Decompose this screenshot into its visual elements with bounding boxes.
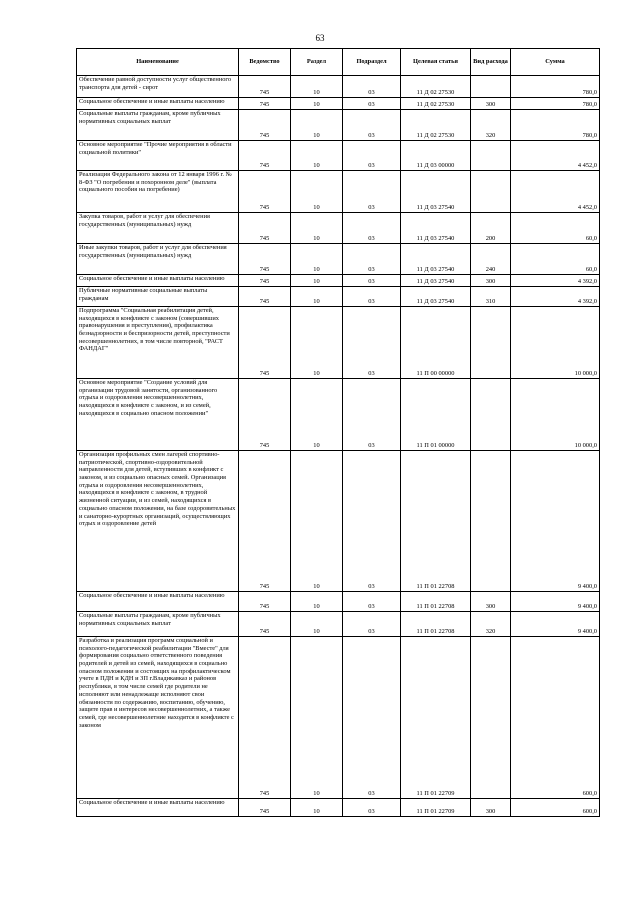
cell-name: Иные закупки товаров, работ и услуг для обеспечения государственных (муниципальных) нужд	[77, 244, 239, 275]
cell-name: Реализация Федерального закона от 12 января 1996 г. № 8-ФЗ "О погребении и похоронном деле" (выплата социального пособия на погребение)	[77, 171, 239, 213]
cell-vid-raskhoda	[471, 451, 511, 592]
cell-razdel: 10	[291, 612, 343, 637]
cell-podrazdel: 03	[343, 98, 401, 110]
cell-summa: 780,0	[511, 110, 600, 141]
cell-vedomstvo: 745	[239, 76, 291, 98]
table-row	[77, 799, 600, 817]
table-header-row	[77, 49, 600, 76]
cell-podrazdel: 03	[343, 612, 401, 637]
cell-razdel: 10	[291, 379, 343, 451]
cell-name: Подпрограмма "Социальная реабилитация детей, находящихся в конфликте с законом (совершивших правонарушения и преступления), профилактика безнадзорности и беспризорности детей, преступности несовершеннолетних, в том числе повторной, "РАСТ ФАНДАГ"	[77, 307, 239, 379]
cell-celevaya-statya: 11 Д 03 27540	[401, 244, 471, 275]
header-summa: Сумма	[511, 49, 600, 76]
table-row	[77, 451, 600, 592]
cell-name: Основное мероприятие "Прочие мероприятия в области социальной политики"	[77, 141, 239, 171]
cell-podrazdel: 03	[343, 275, 401, 287]
cell-summa: 60,0	[511, 213, 600, 244]
cell-razdel: 10	[291, 799, 343, 817]
cell-summa: 4 452,0	[511, 171, 600, 213]
header-name: Наименование	[77, 49, 239, 76]
cell-vid-raskhoda: 300	[471, 592, 511, 612]
cell-summa: 4 392,0	[511, 287, 600, 307]
header-celevaya-statya: Целевая статья	[401, 49, 471, 76]
cell-razdel: 10	[291, 76, 343, 98]
header-vid-raskhoda: Вид расхода	[471, 49, 511, 76]
cell-vid-raskhoda	[471, 76, 511, 98]
cell-vid-raskhoda: 320	[471, 110, 511, 141]
cell-summa: 780,0	[511, 98, 600, 110]
cell-podrazdel: 03	[343, 637, 401, 799]
budget-table	[76, 48, 600, 817]
cell-vid-raskhoda: 310	[471, 287, 511, 307]
cell-podrazdel: 03	[343, 76, 401, 98]
cell-podrazdel: 03	[343, 213, 401, 244]
cell-summa: 9 400,0	[511, 451, 600, 592]
cell-razdel: 10	[291, 244, 343, 275]
cell-celevaya-statya: 11 Д 02 27530	[401, 98, 471, 110]
cell-name: Социальное обеспечение и иные выплаты населению	[77, 275, 239, 287]
cell-razdel: 10	[291, 451, 343, 592]
cell-vid-raskhoda	[471, 141, 511, 171]
cell-celevaya-statya: 11 Д 03 00000	[401, 141, 471, 171]
cell-podrazdel: 03	[343, 110, 401, 141]
cell-vedomstvo: 745	[239, 98, 291, 110]
cell-podrazdel: 03	[343, 141, 401, 171]
cell-podrazdel: 03	[343, 244, 401, 275]
cell-razdel: 10	[291, 98, 343, 110]
cell-celevaya-statya: 11 П 01 00000	[401, 379, 471, 451]
cell-summa: 9 400,0	[511, 592, 600, 612]
cell-razdel: 10	[291, 213, 343, 244]
cell-podrazdel: 03	[343, 171, 401, 213]
cell-vid-raskhoda: 300	[471, 275, 511, 287]
header-razdel: Раздел	[291, 49, 343, 76]
cell-vedomstvo: 745	[239, 275, 291, 287]
cell-vedomstvo: 745	[239, 592, 291, 612]
cell-celevaya-statya: 11 Д 03 27540	[401, 275, 471, 287]
cell-vid-raskhoda	[471, 637, 511, 799]
cell-razdel: 10	[291, 171, 343, 213]
cell-name: Публичные нормативные социальные выплаты гражданам	[77, 287, 239, 307]
cell-name: Социальное обеспечение и иные выплаты населению	[77, 592, 239, 612]
table-row	[77, 287, 600, 307]
cell-razdel: 10	[291, 141, 343, 171]
cell-razdel: 10	[291, 275, 343, 287]
cell-summa: 9 400,0	[511, 612, 600, 637]
cell-name: Обеспечение равной доступности услуг общественного транспорта для детей - сирот	[77, 76, 239, 98]
table-row	[77, 213, 600, 244]
cell-celevaya-statya: 11 Д 03 27540	[401, 287, 471, 307]
cell-vid-raskhoda	[471, 171, 511, 213]
cell-name: Разработка и реализация программ социальной и психолого-педагогической реабилитации "Вместе" для формирования социально ответственного поведения родителей и детей из семей, находящихся в социально опасном положении и состоящих на профилактическом учете в ПДН и КДН и ЗП г.Владикавказ и районов республики, в том числе семей где родители не исполняют или ненадлежаще исполняют свои обязанности по содержанию, воспитанию, обучению, защите прав и интересов несовершеннолетних, а также семей, где несовершеннолетние находятся в конфликте с законом	[77, 637, 239, 799]
cell-celevaya-statya: 11 П 01 22708	[401, 612, 471, 637]
cell-summa: 600,0	[511, 637, 600, 799]
cell-celevaya-statya: 11 П 01 22709	[401, 799, 471, 817]
cell-name: Социальные выплаты гражданам, кроме публичных нормативных социальных выплат	[77, 612, 239, 637]
cell-name: Социальное обеспечение и иные выплаты населению	[77, 799, 239, 817]
cell-celevaya-statya: 11 П 00 00000	[401, 307, 471, 379]
cell-vedomstvo: 745	[239, 307, 291, 379]
cell-vedomstvo: 745	[239, 141, 291, 171]
cell-vedomstvo: 745	[239, 213, 291, 244]
cell-razdel: 10	[291, 592, 343, 612]
cell-summa: 600,0	[511, 799, 600, 817]
table-row	[77, 171, 600, 213]
cell-vid-raskhoda: 300	[471, 98, 511, 110]
cell-name: Организация профильных смен лагерей спортивно-патриотической, спортивно-оздоровительной направленности для детей, вступивших в конфликт с законом, и из социально опасных семей. Организация отдыха и оздоровления несовершеннолетних, находящихся в конфликте с законом, в трудной жизненной ситуации, и из семей, находящихся в социально опасном положении, на базе оздоровительных и санаторно-курортных организаций, осуществляющих отдых и оздоровление детей	[77, 451, 239, 592]
table-row	[77, 592, 600, 612]
cell-vedomstvo: 745	[239, 171, 291, 213]
cell-podrazdel: 03	[343, 592, 401, 612]
cell-name: Основное мероприятие "Создание условий для организации трудовой занятости, организованного отдыха и оздоровления несовершеннолетних, находящихся в конфликте с законом, и из семей, находящихся в социально опасном положении"	[77, 379, 239, 451]
page-number: 63	[315, 33, 325, 43]
table-row	[77, 141, 600, 171]
cell-vid-raskhoda: 320	[471, 612, 511, 637]
cell-summa: 4 452,0	[511, 141, 600, 171]
cell-name: Социальное обеспечение и иные выплаты населению	[77, 98, 239, 110]
cell-vedomstvo: 745	[239, 244, 291, 275]
cell-celevaya-statya: 11 Д 03 27540	[401, 171, 471, 213]
header-vedomstvo: Ведомство	[239, 49, 291, 76]
table-row	[77, 98, 600, 110]
cell-celevaya-statya: 11 Д 02 27530	[401, 110, 471, 141]
cell-podrazdel: 03	[343, 287, 401, 307]
table-row	[77, 275, 600, 287]
cell-razdel: 10	[291, 287, 343, 307]
cell-celevaya-statya: 11 Д 02 27530	[401, 76, 471, 98]
table-row	[77, 307, 600, 379]
table-row	[77, 76, 600, 98]
table-row	[77, 244, 600, 275]
cell-razdel: 10	[291, 637, 343, 799]
cell-razdel: 10	[291, 110, 343, 141]
cell-podrazdel: 03	[343, 451, 401, 592]
cell-summa: 60,0	[511, 244, 600, 275]
cell-name: Закупка товаров, работ и услуг для обеспечения государственных (муниципальных) нужд	[77, 213, 239, 244]
table-row	[77, 110, 600, 141]
cell-vid-raskhoda	[471, 307, 511, 379]
cell-name: Социальные выплаты гражданам, кроме публичных нормативных социальных выплат	[77, 110, 239, 141]
header-podrazdel: Подраздел	[343, 49, 401, 76]
cell-celevaya-statya: 11 П 01 22708	[401, 592, 471, 612]
cell-vedomstvo: 745	[239, 287, 291, 307]
cell-vedomstvo: 745	[239, 451, 291, 592]
cell-podrazdel: 03	[343, 799, 401, 817]
cell-vedomstvo: 745	[239, 379, 291, 451]
cell-vid-raskhoda	[471, 379, 511, 451]
cell-podrazdel: 03	[343, 307, 401, 379]
table-row	[77, 612, 600, 637]
cell-vedomstvo: 745	[239, 799, 291, 817]
cell-summa: 4 392,0	[511, 275, 600, 287]
cell-vid-raskhoda: 300	[471, 799, 511, 817]
cell-vid-raskhoda: 240	[471, 244, 511, 275]
cell-celevaya-statya: 11 Д 03 27540	[401, 213, 471, 244]
cell-vedomstvo: 745	[239, 110, 291, 141]
table-row	[77, 637, 600, 799]
cell-celevaya-statya: 11 П 01 22709	[401, 637, 471, 799]
cell-razdel: 10	[291, 307, 343, 379]
cell-vedomstvo: 745	[239, 637, 291, 799]
cell-summa: 10 000,0	[511, 379, 600, 451]
cell-vid-raskhoda: 200	[471, 213, 511, 244]
cell-summa: 780,0	[511, 76, 600, 98]
cell-podrazdel: 03	[343, 379, 401, 451]
cell-summa: 10 000,0	[511, 307, 600, 379]
cell-vedomstvo: 745	[239, 612, 291, 637]
table-row	[77, 379, 600, 451]
cell-celevaya-statya: 11 П 01 22708	[401, 451, 471, 592]
